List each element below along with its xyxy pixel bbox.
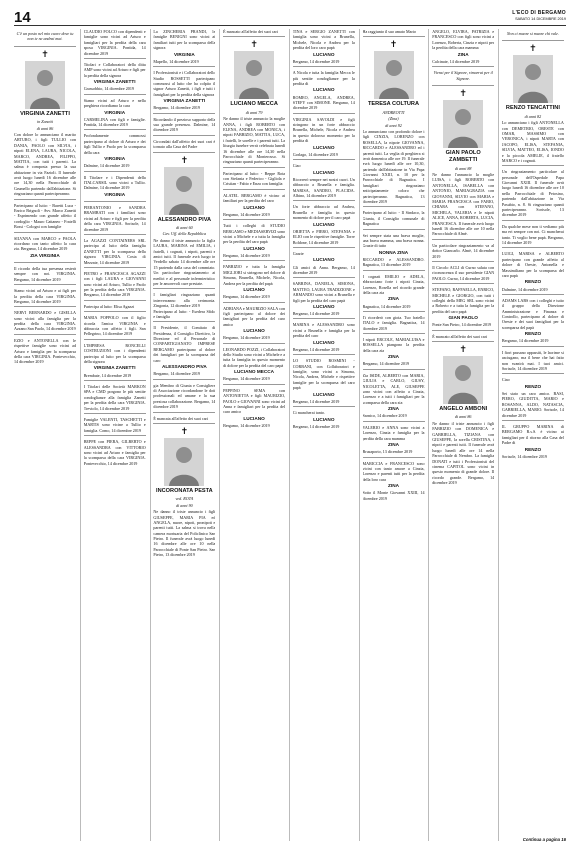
notice-text: STEFANO, RAFFAELLA, ENRICO, MICHELE e GIORGIO, con tutti i colleghi della MEG SRL sono vicini a Roberto e a tutta la famiglia per la perdita del caro papà bbox=[432, 287, 495, 314]
notice-text: ALATEL BERGAMO è vicino ai familiari per la perdita del caro bbox=[223, 192, 286, 204]
notice-text: I famigliari ringraziano quanti interverranno alla cerimonia. Zingonia, 12 dicembre 2019 bbox=[153, 292, 216, 309]
notice-quote: C'è un posto nel mio cuore dove tu non te ne andrai mai. bbox=[16, 31, 74, 42]
cross-icon: ✝ bbox=[41, 48, 49, 59]
column-divider bbox=[289, 29, 290, 841]
deceased-name: ALESSANDRO PIVA bbox=[157, 216, 212, 223]
notice-text: ADAMS LABS con i colleghi e tutto il gruppo della Direzione Amministrazione e Finanza e Controllo, partecipano al dolore di Oreste e dei suoi famigliari per la scomparsa del papà bbox=[501, 297, 564, 330]
column-divider bbox=[80, 29, 81, 841]
notice-signature: Bergamo, 14 dicembre 2019 bbox=[223, 335, 270, 341]
notice-text: Ti ricorderò con gioia. Tuo fratello ITALO e famiglia. Bagnatica, 14 dicembre 2019 bbox=[362, 314, 425, 331]
obituary-notice bbox=[502, 424, 564, 461]
page-header bbox=[14, 10, 566, 26]
remembered-name: RENZO bbox=[524, 331, 542, 337]
obituary-notice bbox=[223, 264, 285, 302]
notice-text: LUIGI, MARISA e ALBERTO partecipano con grande affetto al dolore di Oreste, Antonella e Massimiliano per la scomparsa del caro papà bbox=[501, 251, 564, 278]
notice-signature: Gorlago, 14 dicembre 2019 bbox=[292, 151, 338, 157]
notice-text: Sei sempre stata una brava moglie, una brava mamma, una brava nonna. Grazie di tutto bbox=[362, 232, 425, 249]
remembered-name: LUCIANO bbox=[313, 51, 335, 57]
notice-text: VIRGINIA SAVOLDI e figli stringono in un forte abbraccio Brunella, Michele, Nicola e Andrea in questo doloroso momento per la perdita di bbox=[292, 116, 355, 144]
remembered-name: LUCIANO bbox=[313, 87, 335, 93]
obituary-notice bbox=[84, 205, 146, 235]
obituary-notice bbox=[363, 210, 425, 229]
obituary-notice bbox=[293, 117, 355, 161]
obituary-notice bbox=[502, 377, 564, 421]
column-1 bbox=[14, 29, 76, 841]
notice-text: Lo annunciano con profondo dolore i figli CINZIA, LORENZO con ROSELLA, la nipote GIOVANNA, RICCARDO e ALESSANDRO ed i parenti tutti. La veglia di preghiera si terrà domenica alle ore 19. Il funerale avrà luogo lunedì alle ore 10,30, partendo dall'abitazione in Via Papa Giovanni XXIII, n. 10 per la Parrocchiale di Bagnatica. I famigliari ringraziano anticipatamente coloro che parteciperanno. Bagnatica, 13 dicembre 2019 bbox=[362, 128, 425, 205]
notice-text: Ne danno l'annuncio la moglie LUISA, i figli ROBERTO con ANTONELLA, ISABELLA con ANTONIO, MARIAGRAZIA con GIOVANNI, SILVIO con MARIA e MARIA FRANCESCA con FABIO, CHIARA con STEFANO, MICHELA, VALERIA e le nipoti ALICE, ANNA, ROBERTA, LUCIA, FRANCESCA. Il funerale avrà luogo lunedì 16 dicembre alle ore 10 nella Parrocchiale di Almè. bbox=[432, 172, 495, 237]
portrait-photo bbox=[164, 438, 204, 486]
notice-text: Ne danno il triste annuncio i figli GIUSEPPE, MARIA PIA ed ANGELA, nuore, nipoti, pronipoti e parenti tutti. La salma si trova nella camera mortuaria del Policlinico San Pietro. Il funerale avrà luogo lunedì 16 dicembre alle ore 10 nella Parrocchiale di Ponte San Pietro. San Pietro, 13 dicembre 2019 bbox=[153, 509, 216, 558]
obituary-notice bbox=[293, 410, 355, 431]
notice-text: A Nicola e tutta la famiglia Mecca le più sentite condoglianze per la perdita di bbox=[292, 70, 355, 86]
notice-text: MARIA POPPOLO con il figlio ricorda l'amica VIRGINIA e abbraccia con affetto i figli. San Pellegrino, 14 dicembre 2019 bbox=[83, 315, 146, 337]
notice-text: L'IMPRESA RONCELLI COSTRUZIONI con i dipendenti partecipa al lutto per la scomparsa della signora bbox=[83, 342, 146, 364]
notice-signature: Bergamo, 14 dicembre 2019 bbox=[362, 361, 410, 367]
obituary-notice bbox=[153, 292, 215, 322]
remembered-name: ZINA bbox=[388, 406, 399, 412]
cross-icon: ✝ bbox=[180, 154, 189, 165]
name-subtitle: ved. ROTA bbox=[175, 496, 194, 502]
column-3 bbox=[153, 29, 215, 841]
obituary-notice bbox=[293, 204, 355, 248]
remembered-name: ZINA bbox=[388, 441, 399, 447]
obituary-notice bbox=[14, 31, 76, 47]
page-number: 14 bbox=[14, 9, 31, 26]
name-subtitle: di anni 82 bbox=[524, 113, 542, 119]
notice-text: CLAUDIO FOLCO con dipendenti e famiglie sono vicini ad Arturo e famigliari per la perdita della cara sposa VIRGINIA. Pontida, 14 dicembre 2019 bbox=[83, 29, 146, 56]
notice-signature: Brembate, 14 dicembre 2019 bbox=[83, 372, 132, 378]
name-age: di anni 92 bbox=[385, 122, 402, 128]
notice-signature: Sotto il Monte Giovanni XXIII, 14 dicembre 2019 bbox=[362, 490, 425, 501]
remembered-name: VIRGINIA bbox=[173, 51, 195, 57]
notice-text: I Professionisti e i Collaboratori dello Studio ROSSETTI partecipano commossi al lutto che ha colpito il signor Arturo Zanetti, i figli e tutti i famigliari per la perdita della signora bbox=[153, 70, 216, 97]
column-4 bbox=[223, 29, 285, 841]
obituary-notice bbox=[14, 288, 76, 307]
obituary-notice bbox=[84, 175, 146, 202]
notice-text: PIERANTONIO e SANDRA BRAMBATI con i familiari sono vicini ad Arturo e figli per la perdita della cara VIRGINIA. Sorisole, 14 dicembre 2019 bbox=[83, 205, 146, 232]
obituary-notice bbox=[84, 271, 146, 301]
notice-text: Un particolare ringraziamento va al dottor Giancarlo. Almè, 14 dicembre 2019 bbox=[432, 242, 495, 259]
portrait-photo-icon bbox=[374, 51, 414, 99]
obituary-notice bbox=[84, 315, 146, 340]
remembered-name: RENZO bbox=[524, 446, 542, 452]
remembered-name: VIRGINIA bbox=[104, 191, 126, 197]
notice-text: ANGELO, ELVIRA, PATRIZIA e FRANCESCO con figli sono vicini a Lorenzo, Roberta, Cinzia e nipoti per la perdita della cara mamma bbox=[432, 29, 495, 51]
notice-signature: Bergamo, 14 dicembre 2019 bbox=[223, 252, 270, 258]
deceased-name: GIAN PAOLO ZAMBETTI bbox=[445, 149, 481, 164]
notice-text: Il Presidente, il Comitato di Presidenza, il Consiglio Direttivo, la Direzione ed il Personale di CONFARTIGIANATO IMPRESE BERGAMO partecipano al dolore dei famigliari per la scomparsa del caro bbox=[153, 325, 216, 363]
obituary-notice bbox=[223, 193, 285, 220]
notice-text: Ricordando il prezioso supporto della sua grande presenza. Dalmine, 14 dicembre 2019 bbox=[153, 116, 216, 133]
notice-text: I cognati EMILIO e ADELA, abbracciano forte i nipoti Cinzia, Lorenzo, Rosella nel ricordo grande della cara zia bbox=[362, 273, 425, 295]
notice-signature: Sei stato un caro amico. BASI, PIERO, GIUDITTA, MARIO e ROSANNA, ALDO, NATASCIA, GABRIELLA, MARIO. Sorisole, 14 dicembre 2019 bbox=[501, 391, 564, 418]
portrait-photo bbox=[443, 100, 483, 148]
obituary-notice bbox=[293, 163, 355, 201]
remembered-name: LUCIANO bbox=[313, 257, 335, 263]
deceased-name: INCORONATA PESTA bbox=[156, 487, 213, 494]
notice-text: Zia ISIDE, ALBERTO con MARIA, GIULIA e CARLO, GIUSY, NICOLETTA, ALE, GIUSEPPE sono vicini con affetto a Cinzia, Lorenzo e a tutti i famigliari per la scomparsa della cara zia bbox=[362, 372, 425, 405]
obituary-notice bbox=[502, 298, 564, 347]
notice-text: Con dolore lo annunciano il marito ARTURO, i figli TULLIO con DANIA, PAOLO con SILVIA, i nipoti ELENA, LAURA, NICOLA, MARCO, ANDREA, FILIPPO, MATTIA, con tutti i parenti. La salma è composta presso la sua abitazione in via Fazioli. Il funerale avrà luogo lunedì 16 dicembre alle ore 14,30 nella Parrocchiale di Grumello partendo dall'abitazione. Si ringraziano quanti parteciperanno. bbox=[14, 131, 76, 197]
remembered-name: LUCIANO bbox=[313, 339, 335, 345]
notice-text: BEPPE con PIERA, GILBERTO e ALESSANDRA con VITTORIO sono vicini ad Arturo e famiglia per la scomparsa della cara VIRGINIA. Pontevecchio, 14 dicembre 2019 bbox=[83, 439, 146, 466]
notice-text: FABRIZIO e tutta la famiglia MIGLIORI si stringono nel dolore di Simona, Brunella, Michele, Nicola, Andrea per la perdita del papà bbox=[223, 264, 286, 286]
notice-text: La AGAZZI CONTAINERS SRL partecipa al lutto della famiglia ZANETTI per la scomparsa della signora VIRGINIA. Costa di Mezzate, 14 dicembre 2019 bbox=[83, 237, 146, 265]
notice-signature: Bergamo, 14 dicembre 2019 bbox=[153, 105, 200, 111]
remembered-name: ZINA bbox=[388, 296, 399, 302]
remembered-name: VIRGINIA ZANETTI bbox=[163, 98, 206, 104]
obituary-notice bbox=[363, 29, 425, 37]
notice-text: TINA e SERGIO ZANETTI con famiglia sono vicini a Brunella, Michele, Nicola e Andrea per la perdita del loro caro papà bbox=[292, 29, 355, 51]
notice-signature: Partecipano al lutto: - Esedera Sfido e famiglia bbox=[153, 308, 216, 319]
notice-signature: Bergamo, 14 dicembre 2019 bbox=[223, 294, 270, 300]
obituary-notice bbox=[432, 287, 494, 331]
notice-text: Partecipano al lutto: - Il Sindaco, la Giunta, il Consiglio comunale di Bagnatica bbox=[362, 210, 425, 227]
obituary-notice bbox=[84, 62, 146, 95]
obituary-notice bbox=[153, 383, 215, 413]
notice-quote: Vivrai per il Signore, rimarrai per il Signore. bbox=[433, 70, 493, 81]
notice-signature: Dalmine, 14 dicembre 2019 bbox=[83, 163, 130, 169]
obituary-notice bbox=[363, 233, 425, 271]
notice-text: PEPPINO SEMA con ANTONIETTA e figli MAURIZIO, PAOLO e GIOVANNI sono vicini ad Anna e famigliari per la perdita del caro amico bbox=[223, 387, 286, 415]
notice-text: SILVANA con MARCO e PAOLA ricordano con tanto affetto la cara zia. Bergamo, 14 dicembre 2019 bbox=[14, 235, 76, 252]
deceased-name: ANGELO AMBONI bbox=[439, 406, 488, 413]
obituary-notice bbox=[223, 223, 285, 261]
obituary-notice bbox=[223, 306, 285, 344]
obituary-notice bbox=[432, 345, 494, 487]
column-divider bbox=[150, 29, 151, 841]
column-2 bbox=[84, 29, 146, 841]
remembered-name: LUCIANO bbox=[313, 169, 335, 175]
column-5 bbox=[293, 29, 355, 841]
obituary-notice bbox=[502, 350, 564, 375]
name-subtitle: di anni 79 bbox=[245, 109, 263, 115]
cross-icon: ✝ bbox=[459, 344, 467, 355]
portrait-photo bbox=[443, 356, 483, 404]
obituary-notice bbox=[84, 439, 146, 468]
notice-text: Ha raggiunto il suo amato Mario bbox=[362, 29, 417, 34]
obituary-notice bbox=[363, 461, 425, 504]
notice-text: MARINA e ALESSANDRO sono vicini a Brunella e famiglia per la perdita del caro bbox=[292, 322, 355, 339]
notice-text: Circondati dall'affetto dei suoi cari è tornato alla Casa del Padre bbox=[153, 138, 216, 150]
obituary-notice bbox=[14, 236, 76, 263]
portrait-photo-icon bbox=[25, 61, 65, 109]
notice-text: I nipoti ERCOLE, MARIALUISA e ROSSELLA piangono la perdita della cara zia bbox=[362, 337, 425, 353]
notice-signature: ORIETTA e PIERO, STEFANIA e ELIO con le rispettive famiglie. Torre Boldone, 14 dicembre 2019 bbox=[292, 228, 355, 245]
notice-text: Ciao bbox=[292, 163, 301, 169]
notice-text: LEONARDO POZZI, i Collaboratori dello Studio sono vicini a Michele e a tutta la famiglia in questo momento di dolore per la perdita del caro papà bbox=[223, 346, 286, 368]
obituary-notice bbox=[223, 40, 285, 167]
notice-signature: Sarnico, 14 dicembre 2019 bbox=[362, 413, 407, 419]
obituary-notice bbox=[153, 325, 215, 379]
notice-text: Ne danno il triste annuncio i figli FABRIZIO con DOMENICA e GABRIELLA, TIZIANA con GIUSEPPE, la sorella CRISTINA, i nipoti e parenti tutti. Il funerale avrà luogo lunedì alle ore 14 nella Parrocchiale di Nembro. La famiglia DONATI e tutti i Professionisti del cinema CAPITOL sono vicini in questo momento di grande dolore. Il ricordo grande. Bergamo, 14 dicembre 2019 bbox=[432, 420, 495, 486]
column-divider bbox=[498, 29, 499, 841]
obituary-notice bbox=[293, 281, 355, 319]
deceased-name: VIRGINIA ZANETTI bbox=[20, 110, 70, 117]
notice-signature: Brusaporto, 13 dicembre 2019 bbox=[362, 449, 413, 455]
remembered-name: LUCIANO bbox=[313, 391, 335, 397]
notice-text: MARICCIA e FRANCESCO sono vicini con tanto amore a Cinzia, Lorenzo e parenti tutti per la perdita della loro cara bbox=[362, 460, 425, 482]
obituary-notice bbox=[432, 334, 494, 342]
obituary-notice bbox=[153, 117, 215, 136]
obituary-notice bbox=[502, 31, 564, 41]
column-6 bbox=[363, 29, 425, 841]
remembered-name: LUCIANO bbox=[243, 204, 265, 210]
obituary-notice bbox=[153, 139, 215, 153]
deceased-name: TERESA COLTURA bbox=[368, 101, 419, 108]
notice-signature: Bergamo, 14 dicembre 2019 bbox=[292, 423, 340, 429]
notice-text: PIETRO e FRANCESCA AGAZZI con i figli LAURA e GIOVANNI sono vicini ad Arturo, Tullio e Paolo per la perdita della cara VIRGINIA. Bergamo, 14 dicembre 2019 bbox=[83, 270, 146, 298]
notice-signature: Bergamo, 14 dicembre 2019 bbox=[223, 211, 270, 217]
obituary-notice bbox=[293, 70, 355, 114]
obituary-notice bbox=[363, 274, 425, 312]
obituary-notice bbox=[432, 265, 494, 284]
notice-signature: Ricorrerò sempre nei nostri cuori. Un abbraccio a Brunella e famiglia. MARISA, SANDRO, PLACIDA. Albino, 14 dicembre 2019 bbox=[292, 176, 355, 199]
obituary-notice bbox=[293, 251, 355, 278]
remembered-name: RENZO bbox=[524, 383, 542, 389]
obituary-notice bbox=[432, 70, 494, 86]
notice-text: Ne danno il triste annuncio la moglie ANNA, i figli ROBERTO con ELENA, ANDREA con MONICA, i nipoti FABRIZIO, MATTIA, LUCA, i fratelli, le sorelle e i parenti tutti. La liturgia funebre verrà celebrata lunedì 16 dicembre alle ore 14,30 nella Parrocchiale di Monterosso. Si ringraziano quanti parteciperanno. bbox=[223, 116, 286, 165]
name-subtitle: di anni 60 bbox=[176, 225, 193, 231]
portrait-photo-icon bbox=[513, 55, 553, 103]
notice-text: Il Circolo ACLI di Curno saluta con riconoscenza il suo presidente GIAN PAOLO. Curno, 14 dicembre 2019 bbox=[432, 264, 495, 281]
notice-text: Lo annunciano i figli ANTONELLA con DEMETRIO, ORESTE con OMAR, MASSIMO con VERONICA, i nipoti MARTA con JACOPO, ELISA, STEFANIA, SILVIA, MATTEO, ELISA, IONDO e la piccola AMELIE, il fratello MARCO e i cognati. bbox=[501, 120, 564, 163]
remembered-name: VIRGINIA ZANETTI bbox=[93, 79, 136, 85]
notice-text: I Titolari delle Società MARKON SPA e CMD porgono le più sentite condoglianze alla famiglia Zanetti per la perdita della cara VIRGINIA. Treviolo, 14 dicembre 2019 bbox=[83, 383, 146, 411]
obituary-notice bbox=[223, 388, 285, 431]
obituary-notice bbox=[84, 29, 146, 59]
continue-link[interactable]: Continua a pagina 16 bbox=[522, 837, 566, 843]
remembered-name: ZINA bbox=[388, 354, 399, 360]
obituary-notice bbox=[223, 347, 285, 385]
notice-text: Ne danno il triste annuncio la figlia LAURA, MARINA ed EMILIA, i fratelli, i cognati, i nipoti, parenti e amici tutti. Il funerale avrà luogo in Verdello sabato 14 dicembre alle ore 15 partendo dalla casa del commiato. Un particolare ringraziamento ai medici e al personale infermieristico per le amorevoli cure prestate. bbox=[153, 237, 216, 286]
remembered-name: LUCIANO bbox=[313, 416, 335, 422]
cross-icon: ✝ bbox=[389, 39, 398, 50]
column-7 bbox=[432, 29, 494, 841]
portrait-photo bbox=[164, 167, 204, 215]
column-divider bbox=[359, 29, 360, 841]
remembered-name: NONNA ZINA bbox=[378, 249, 409, 255]
notice-text: EZIO e ANTONELLA con le rispettive famiglie sono vicini ad Arturo e famiglia per la scomparsa della cara VIRGINIA. Pontevecchio, 14 dicembre 2019 bbox=[14, 337, 76, 365]
obituary-notice bbox=[84, 343, 146, 381]
obituary-notice bbox=[84, 133, 146, 171]
remembered-name: LUCIANO bbox=[313, 303, 335, 309]
remembered-name: LUCIANO bbox=[243, 286, 265, 292]
newspaper-name: L'ECO DI BERGAMO bbox=[512, 10, 566, 16]
remembered-name: ALESSANDRO PIVA bbox=[162, 364, 207, 370]
name-detail: Cav. Uff. della Repubblica bbox=[162, 231, 207, 237]
column-divider bbox=[219, 29, 220, 841]
obituary-notice bbox=[153, 416, 215, 424]
notice-text: Il ricordo della tua presenza resterà sempre con noi. VIRGINIA. Bergamo, 14 dicembre 2019 bbox=[14, 265, 76, 282]
obituary-notice bbox=[14, 50, 76, 200]
notice-text: Famiglie VALENTI, TASCHETTI e MARTIS sono vicine a Tullio e famiglia. Como, 14 dicembre 2019 bbox=[83, 416, 146, 433]
notice-text: Titolari e Collaboratori della ditta AMP sono vicini ad Arturo e figli per la perdita della signora bbox=[83, 61, 146, 78]
notice-signature: Mapello, 14 dicembre 2019 bbox=[153, 58, 199, 64]
notice-signature: Dalmine, 14 dicembre 2019 bbox=[501, 286, 548, 292]
name-subtitle: di anni 86 bbox=[454, 414, 472, 420]
deceased-name: RENZO TENCATTINI bbox=[505, 105, 560, 112]
column-8 bbox=[502, 29, 564, 841]
column-divider bbox=[428, 29, 429, 841]
obituary-notice bbox=[153, 156, 215, 290]
cross-icon: ✝ bbox=[250, 39, 258, 50]
remembered-name: LUCIANO bbox=[243, 328, 265, 334]
notice-text: È mancata all'affetto dei suoi cari bbox=[153, 415, 209, 421]
obituary-notice bbox=[432, 89, 494, 240]
obituary-notice bbox=[14, 266, 76, 285]
cross-icon: ✝ bbox=[180, 425, 189, 436]
remembered-name: ZIA VIRGINIA bbox=[30, 252, 60, 258]
name-detail: (Zina) bbox=[388, 116, 399, 122]
remembered-name: LUCIANO bbox=[243, 415, 265, 421]
obituary-notice bbox=[293, 322, 355, 355]
notice-signature: Bergamo, 14 dicembre 2019 bbox=[292, 311, 340, 317]
remembered-name: RENZO bbox=[524, 279, 542, 285]
remembered-name: LUCIANO MECCA bbox=[234, 369, 275, 375]
notice-text: Partecipano al lutto: - Baretti Luca - Enrico Brignoli - Avv. Marco Zanetti - Esprimendo con grande affetto il cordoglio - Mauro Cattaneo - Fratelli Bossi - Cologni con famiglie bbox=[14, 202, 76, 230]
obituary-notice bbox=[84, 98, 146, 131]
notice-text: È mancato all'affetto dei suoi cari bbox=[432, 333, 488, 339]
obituary-notice bbox=[293, 358, 355, 407]
remembered-name: LUCIANO bbox=[313, 221, 335, 227]
obituary-notice bbox=[84, 417, 146, 436]
portrait-photo bbox=[513, 55, 553, 103]
notice-text: Ci mancherai tanto. bbox=[292, 410, 325, 416]
name-subtitle: ANDREOTTI bbox=[382, 109, 405, 115]
remembered-name: ZINA bbox=[457, 51, 469, 57]
portrait-photo-icon bbox=[164, 438, 204, 486]
notice-text: Tutti i colleghi di STUDIO BERGAMO e MEDIASERVIZI sono vicini a Michele e a tutta la famiglia per la perdita del caro papà bbox=[223, 223, 286, 245]
remembered-name: GIAN PAOLO bbox=[448, 315, 478, 321]
obituary-notice bbox=[153, 70, 215, 114]
obituary-notice bbox=[14, 338, 76, 367]
notice-text: VALERIO e ANNA sono vicini a Lorenzo, Cinzia e famiglia per la perdita della cara mamma bbox=[362, 424, 425, 441]
notice-signature: Gli amici di Anna. Bergamo, 14 dicembre 2019 bbox=[292, 264, 355, 275]
obituary-notice bbox=[84, 304, 146, 312]
portrait-photo bbox=[374, 51, 414, 99]
notice-signature: Bergamo, 14 dicembre 2019 bbox=[292, 58, 340, 64]
notice-text: Siamo vicini ad Arturo e ai figli per la perdita della cara VIRGINIA. Bergamo, 14 dicembre 2019 bbox=[14, 288, 76, 304]
remembered-name: LUCIANO bbox=[313, 144, 335, 150]
obituary-notice bbox=[153, 29, 215, 67]
obituary-notice bbox=[363, 425, 425, 458]
portrait-photo-icon bbox=[234, 51, 274, 99]
deceased-name: LUCIANO MECCA bbox=[230, 101, 278, 108]
notice-text: Da qualche mese non ti vediamo più ma eri sempre con noi. Ci mancherai tanto. Ti voglio bene papà. Bergamo, 14 dicembre 2019 bbox=[501, 223, 564, 245]
notice-signature: Bergamo, 14 dicembre 2019 bbox=[223, 376, 270, 382]
notice-text: Grazie bbox=[292, 250, 304, 256]
notice-signature: Ponte San Pietro, 14 dicembre 2019 bbox=[432, 322, 492, 328]
notice-text: NERVI BERNARDO e GISELLA sono vicini alla famiglia per la perdita della cara VIRGINIA. Azzano San Paolo, 14 dicembre 2019 bbox=[14, 310, 76, 332]
obituary-notice bbox=[502, 224, 564, 249]
notice-signature: ROMEO, ANGELA, ANDREA, STEFY con SIMONE. Bergamo, 14 dicembre 2019 bbox=[292, 94, 355, 111]
notice-text: Il Titolare e i Dipendenti della ITALCARSIL sono vicini a Tullio. Dalmine, 14 dicembre 2019 bbox=[83, 174, 146, 191]
portrait-photo bbox=[234, 51, 274, 99]
notice-signature: Bergamo, 14 dicembre 2019 bbox=[292, 398, 340, 404]
obituary-notice bbox=[84, 238, 146, 268]
notice-text: Siamo vicini ad Arturo e nella preghiera ricordiamo la cara bbox=[83, 97, 146, 109]
notice-text: LO STUDIO ROSMINI - CORBANI, con Collaboratori e famiglie, sono vicini a Simona, Nicola, Andrea, Michele e rispettive famiglie per la scomparsa del caro papà bbox=[292, 358, 355, 391]
remembered-name: VIRGINIA bbox=[104, 156, 126, 162]
notice-text: La ZINCHERIA PRANDI, le famiglie BENIGNI sono vicini ai familiari tutti per la scomparsa della signora bbox=[153, 29, 216, 51]
notice-signature: Grassobbio, 14 dicembre 2019 bbox=[83, 86, 134, 92]
name-subtitle: in Zanetti bbox=[37, 119, 53, 125]
notice-signature: Bergamo, 14 dicembre 2019 bbox=[501, 338, 549, 344]
remembered-name: LUCIANO bbox=[243, 245, 265, 251]
obituary-notice bbox=[363, 315, 425, 334]
obituary-notice bbox=[293, 29, 355, 67]
portrait-photo bbox=[25, 61, 65, 109]
obituary-notice bbox=[153, 427, 215, 560]
obituary-notice bbox=[432, 29, 494, 67]
obituary-notice bbox=[223, 171, 285, 190]
remembered-name: VIRGINIA bbox=[104, 109, 126, 115]
obituary-notice bbox=[363, 40, 425, 207]
obituary-notice bbox=[502, 251, 564, 295]
notice-signature: CARMELINA con figli e famiglie. Pontida, 14 dicembre 2019 bbox=[83, 116, 146, 128]
notice-text: Profondamente commossi partecipano al dolore di Arturo e dei figli Tullio e Paolo per la scomparsa della cara bbox=[83, 133, 146, 155]
notice-quote: Non ci muore si muore chi vale. bbox=[506, 31, 559, 36]
issue-date: SABATO 14 DICEMBRE 2019 bbox=[515, 17, 566, 21]
notice-signature: Calcinate, 14 dicembre 2019 bbox=[432, 58, 480, 64]
portrait-photo-icon bbox=[443, 356, 483, 404]
name-subtitle: di anni 88 bbox=[454, 165, 472, 171]
notice-text: I fiori passano appassiti, le lacrime si asciugano, ma il bene che hai fatto non svanirà mai. I tuoi amici. Sorisole, 14 dicembre 2019 bbox=[501, 349, 564, 372]
notice-signature: RICCARDO e ALESSANDRO. Bagnatica, 13 dicembre 2019 bbox=[362, 256, 425, 268]
notice-signature: Bagnatica, 14 dicembre 2019 bbox=[362, 303, 411, 309]
notice-signature: Bergamo, 14 dicembre 2019 bbox=[292, 346, 340, 352]
notice-signature: Bergamo, 14 dicembre 2019 bbox=[153, 371, 200, 377]
notice-text: IL GRUPPO MARINA di BERGAMO R.s.S. è vicino ai famigliari per il ritorno alla Casa del Padre di bbox=[501, 423, 564, 446]
notice-text: ADRIANA e MAURIZIO SALA con figli partecipano al dolore dei famigliari per la perdita del caro amico bbox=[223, 305, 286, 327]
remembered-name: ZINA bbox=[388, 483, 399, 489]
name-detail: di anni 86 bbox=[36, 125, 54, 131]
notice-text: SABRINA, DANIELA, SIMONA, MATTEO, LAURA TRADIZIONE e ARMANDO sono vicini a Brunella e figli per la perdita del caro papà bbox=[292, 281, 355, 303]
cross-icon: ✝ bbox=[459, 87, 467, 98]
obituary-notice bbox=[502, 44, 564, 166]
notice-text: gia Membro di Giunta e Consigliere di Associazione ricordandone le doti professionali ed umane e la sua preziosa collaborazione. Bergamo, 14 dicembre 2019 bbox=[153, 382, 216, 410]
obituary-notice bbox=[14, 310, 76, 335]
obituary-notice bbox=[363, 373, 425, 422]
notice-text: Partecipa al lutto: Elisa Agazzi bbox=[83, 303, 135, 309]
notice-text: Un forte abbraccio ad Andrea, Brunella e famiglia in questo momento di dolore per il caro papà bbox=[292, 204, 355, 221]
remembered-name: VIRGINIA ZANETTI bbox=[93, 365, 136, 371]
notice-signature: Bergamo, 14 dicembre 2019 bbox=[223, 423, 270, 428]
notice-text: Ciao bbox=[501, 377, 510, 383]
obituary-notice bbox=[223, 29, 285, 37]
obituary-notice bbox=[14, 203, 76, 233]
notice-text: Partecipano al lutto: - Beppe Rota con Stefania e Federico - Gigliola e Cristian - Fabio e Enza con famiglia bbox=[223, 170, 286, 187]
notice-text: È mancato all'affetto dei suoi cari bbox=[223, 29, 278, 34]
cross-icon: ✝ bbox=[529, 43, 537, 54]
notice-signature: Sorisole, 14 dicembre 2019 bbox=[501, 453, 547, 459]
obituary-notice bbox=[432, 243, 494, 262]
portrait-photo-icon bbox=[443, 100, 483, 148]
portrait-photo-icon bbox=[164, 167, 204, 215]
obituary-notice bbox=[84, 384, 146, 414]
notice-text: Un ringraziamento particolare al personale dell'Ospedale Papa Giovanni XXIII. Il funerale avrà luogo lunedì 16 dicembre alle ore 10 nella Parrocchiale di Petosino, partendo dall'abitazione in Via Pasubio, n. 8. Si ringraziano quanti parteciperanno. Sorisole, 13 dicembre 2019 bbox=[501, 169, 564, 218]
obituary-notice bbox=[363, 337, 425, 370]
obituary-notice bbox=[502, 169, 564, 221]
name-detail: di anni 90 bbox=[176, 502, 193, 508]
